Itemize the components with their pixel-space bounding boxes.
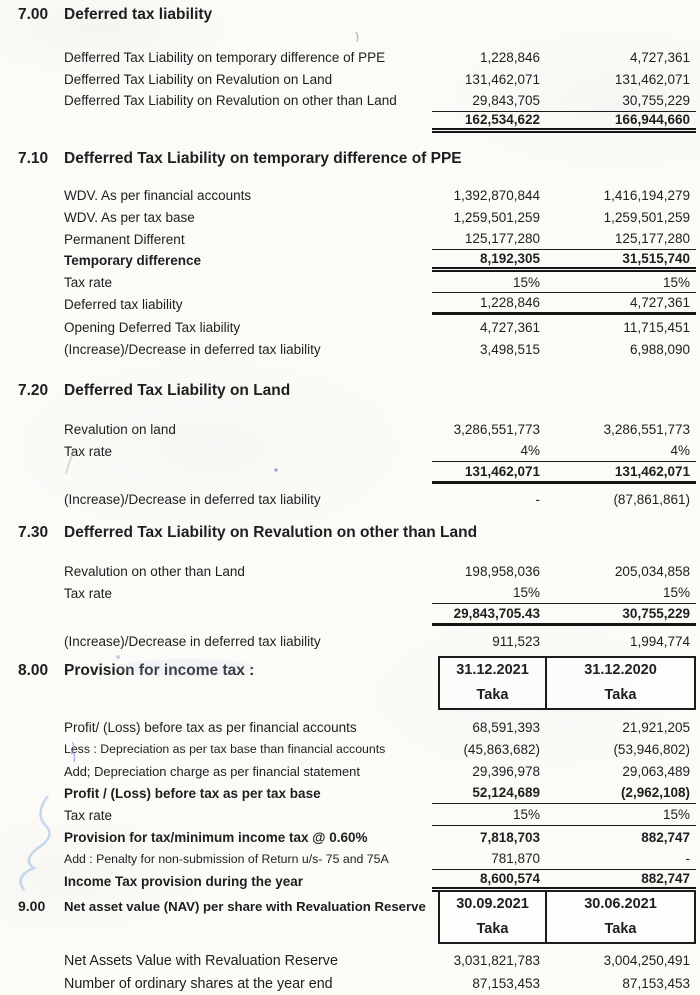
section-number: 7.10 — [18, 150, 49, 167]
value-col1: 911,523 — [492, 633, 540, 649]
row-label: Add : Penalty for non-submission of Return u/s- 75 and 75A — [64, 852, 389, 866]
row-label: Profit / (Loss) before tax as per tax base — [64, 785, 321, 801]
table-row — [64, 826, 696, 848]
value-col2: 6,988,090 — [629, 342, 690, 358]
value-col2: 4,727,361 — [629, 295, 690, 311]
section-number: 7.30 — [18, 524, 49, 541]
value-col1: 8,600,574 — [479, 871, 540, 886]
value-col2: 131,462,071 — [614, 71, 690, 87]
table-row — [64, 441, 696, 463]
value-col1: 52,124,689 — [472, 785, 540, 800]
row-label: Opening Deferred Tax liability — [64, 320, 241, 336]
value-col1: 3,498,515 — [479, 342, 540, 358]
table-row-total — [64, 112, 696, 134]
period-header-box — [438, 656, 696, 710]
row-label: (Increase)/Decrease in deferred tax liability — [64, 491, 321, 507]
section-number: 9.00 — [18, 898, 46, 914]
row-label — [64, 604, 432, 626]
row-label — [64, 112, 432, 134]
value-col2: (53,946,802) — [613, 741, 690, 757]
row-label: Tax rate — [64, 275, 113, 291]
row-label: Less : Depreciation as per tax base than financial accounts — [64, 742, 386, 756]
value-col2: 30,755,229 — [622, 605, 690, 621]
table-row — [64, 848, 696, 870]
value-col2: 4% — [670, 443, 690, 459]
financial-table — [64, 185, 696, 361]
table-row — [64, 738, 696, 760]
value-col1: 198,958,036 — [464, 564, 540, 580]
value-col1: 15% — [512, 274, 540, 290]
note-section-8-00 — [0, 656, 700, 892]
value-col2: 166,944,660 — [614, 112, 690, 128]
value-col2: 87,153,453 — [622, 976, 690, 991]
row-label: Defferred Tax Liability on Revalution on Land — [64, 71, 333, 87]
row-label: Net Assets Value with Revaluation Reserve — [64, 952, 338, 969]
table-row — [64, 272, 696, 294]
financial-table — [64, 47, 696, 133]
value-col1: 4% — [520, 443, 540, 459]
value-col2: 882,747 — [641, 829, 690, 845]
value-col1: 125,177,280 — [464, 231, 540, 247]
table-row — [64, 317, 696, 339]
value-col1: 29,396,978 — [472, 763, 540, 779]
section-title: Deferred tax liability — [64, 6, 213, 23]
row-label: Tax rate — [64, 585, 113, 601]
period-date: 30.06.2021 — [584, 896, 657, 912]
period-col1 — [440, 892, 547, 942]
table-row — [64, 90, 696, 112]
table-row — [64, 47, 696, 69]
note-section-9-00 — [0, 890, 700, 995]
value-col1: 15% — [512, 585, 540, 601]
period-unit: Taka — [604, 921, 637, 937]
table-row — [64, 583, 696, 605]
value-col1: 131,462,071 — [464, 463, 540, 479]
value-col1: 1,259,501,259 — [453, 210, 540, 226]
value-col2: 11,715,451 — [623, 320, 690, 336]
row-label: Defferred Tax Liability on Revalution on other than Land — [64, 93, 397, 109]
period-unit: Taka — [476, 687, 509, 703]
section-number: 7.20 — [18, 382, 49, 399]
table-row — [64, 207, 696, 229]
section-title: Provision for income tax : — [64, 662, 255, 679]
value-col2: (2,962,108) — [620, 785, 690, 800]
row-label: Permanent Different — [64, 231, 185, 247]
financial-table — [64, 561, 696, 652]
section-title: Net asset value (NAV) per share with Revaluation Reserve — [64, 899, 426, 914]
value-col2: 15% — [662, 807, 690, 822]
value-col2: 4,727,361 — [629, 50, 690, 66]
period-col2 — [547, 892, 694, 942]
period-unit: Taka — [476, 921, 509, 937]
value-col1: - — [535, 491, 540, 507]
value-col2: 29,063,489 — [622, 763, 690, 779]
row-label: Tax rate — [64, 443, 113, 459]
row-label: (Increase)/Decrease in deferred tax liability — [64, 633, 321, 649]
table-row — [64, 228, 696, 250]
table-row — [64, 949, 696, 972]
period-col2 — [547, 658, 694, 708]
row-label: Temporary difference — [64, 253, 202, 269]
value-col1: (45,863,682) — [463, 741, 540, 757]
value-col1: 1,392,870,844 — [453, 188, 540, 204]
section-title: Defferred Tax Liability on Land — [64, 382, 291, 399]
section-number: 7.00 — [18, 6, 49, 23]
row-label: Add; Depreciation charge as per financial statement — [64, 763, 360, 779]
value-col1: 7,818,703 — [479, 829, 540, 845]
period-date: 31.12.2021 — [456, 662, 529, 678]
period-header-box — [438, 890, 696, 944]
value-col1: 29,843,705 — [472, 92, 540, 108]
section-title: Defferred Tax Liability on Revalution on other than Land — [64, 524, 478, 541]
value-col1: 3,286,551,773 — [453, 422, 540, 438]
table-row-subtotal — [64, 604, 696, 626]
row-label: WDV. As per financial accounts — [64, 188, 252, 204]
value-col1: 68,591,393 — [472, 719, 540, 735]
section-heading — [0, 150, 700, 168]
table-row-total — [64, 870, 696, 892]
period-date: 30.09.2021 — [456, 896, 529, 912]
row-label: WDV. As per tax base — [64, 210, 195, 226]
financial-table — [64, 419, 696, 510]
section-number: 8.00 — [18, 662, 49, 679]
value-col1: 3,031,821,783 — [453, 953, 540, 968]
table-row — [64, 972, 696, 995]
period-col1 — [440, 658, 547, 708]
row-label: Income Tax provision during the year — [64, 873, 304, 889]
table-row — [64, 185, 696, 207]
value-col2: 1,416,194,279 — [603, 188, 690, 204]
value-col1: 87,153,453 — [472, 976, 540, 991]
row-label: (Increase)/Decrease in deferred tax liability — [64, 342, 321, 358]
table-row-subtotal — [64, 462, 696, 484]
section-heading — [0, 890, 700, 944]
value-col2: 15% — [662, 585, 690, 601]
table-row — [64, 804, 696, 826]
row-label: Tax rate — [64, 807, 113, 823]
table-row — [64, 716, 696, 738]
value-col2: 882,747 — [641, 871, 690, 886]
table-row-subtotal — [64, 782, 696, 804]
table-row — [64, 760, 696, 782]
value-col2: 1,994,774 — [629, 633, 690, 649]
value-col1: 1,228,846 — [479, 50, 540, 66]
note-section-7-20 — [0, 382, 700, 510]
table-row — [64, 69, 696, 91]
value-col1: 131,462,071 — [464, 71, 540, 87]
value-col2: - — [685, 851, 690, 866]
note-section-7-30 — [0, 524, 700, 652]
period-date: 31.12.2020 — [584, 662, 657, 678]
value-col2: 205,034,858 — [614, 564, 690, 580]
section-title: Defferred Tax Liability on temporary difference of PPE — [64, 150, 462, 167]
value-col1: 1,228,846 — [479, 295, 540, 311]
value-col2: 3,004,250,491 — [603, 953, 690, 968]
table-row-subtotal — [64, 250, 696, 272]
value-col2: (87,861,861) — [613, 491, 690, 507]
financial-table — [64, 716, 696, 892]
row-label: Deferred tax liability — [64, 296, 183, 312]
table-row — [64, 419, 696, 441]
row-label: Provision for tax/minimum income tax @ 0.60% — [64, 829, 368, 845]
value-col1: 29,843,705.43 — [453, 605, 540, 621]
value-col1: 162,534,622 — [464, 112, 540, 128]
row-label: Revalution on other than Land — [64, 564, 245, 580]
table-row — [64, 339, 696, 361]
value-col1: 8,192,305 — [479, 250, 540, 266]
value-col2: 15% — [662, 274, 690, 290]
table-row — [64, 631, 696, 653]
value-col2: 30,755,229 — [622, 92, 690, 108]
value-col1: 781,870 — [491, 851, 540, 866]
row-label: Revalution on land — [64, 422, 176, 438]
period-unit: Taka — [604, 687, 637, 703]
note-section-7-10 — [0, 150, 700, 361]
table-row — [64, 561, 696, 583]
row-label: Number of ordinary shares at the year end — [64, 975, 333, 992]
row-label — [64, 462, 432, 484]
section-heading — [0, 656, 700, 710]
value-col2: 3,286,551,773 — [603, 422, 690, 438]
note-section-7-00 — [0, 6, 700, 133]
section-heading — [0, 524, 700, 542]
value-col2: 1,259,501,259 — [603, 210, 690, 226]
value-col2: 125,177,280 — [614, 231, 690, 247]
value-col1: 4,727,361 — [479, 320, 540, 336]
financial-table — [64, 949, 696, 995]
row-label: Profit/ (Loss) before tax as per financial accounts — [64, 719, 357, 735]
table-row — [64, 293, 696, 315]
value-col2: 21,921,205 — [622, 719, 690, 735]
row-label: Defferred Tax Liability on temporary difference of PPE — [64, 50, 386, 66]
section-heading — [0, 382, 700, 400]
value-col2: 31,515,740 — [622, 250, 690, 266]
table-row — [64, 489, 696, 511]
value-col1: 15% — [512, 807, 540, 822]
value-col2: 131,462,071 — [614, 463, 690, 479]
section-heading — [0, 6, 700, 24]
